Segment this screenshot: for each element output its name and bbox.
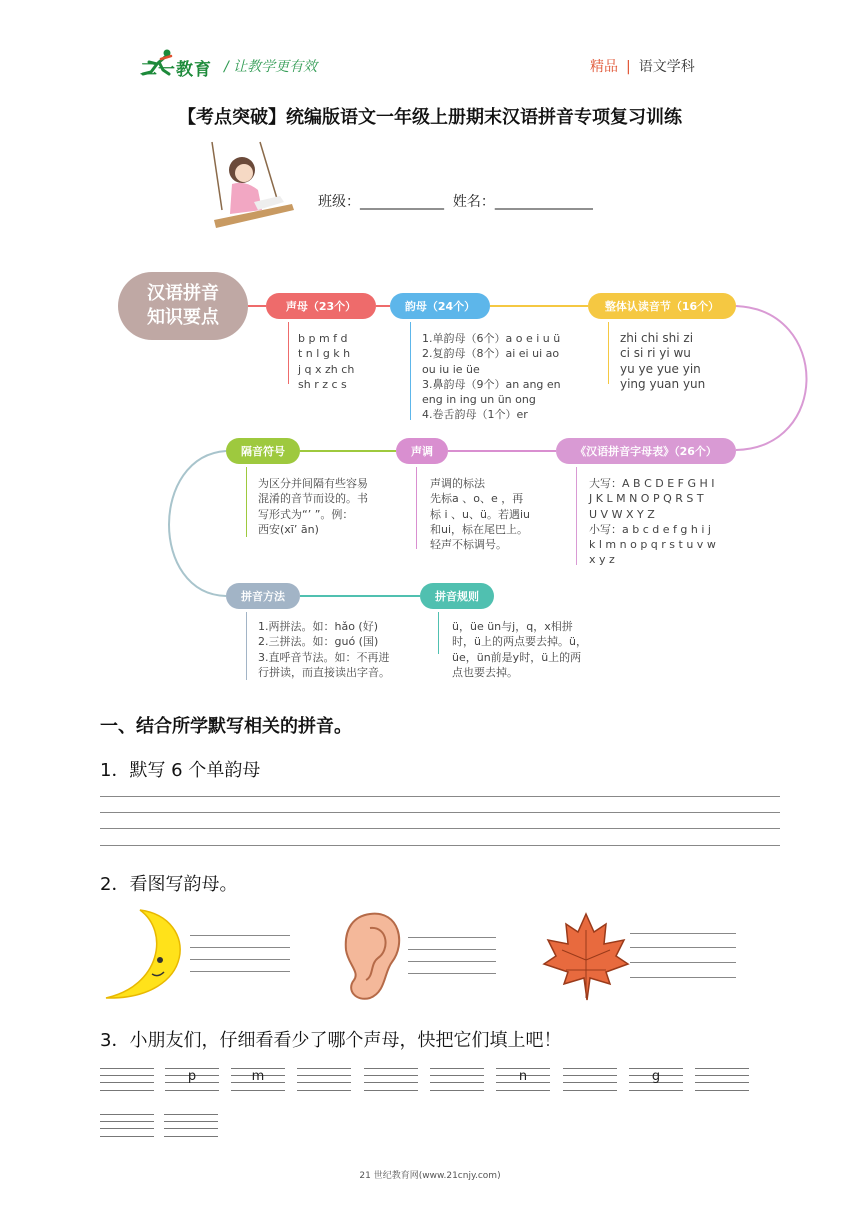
pinyin-blank[interactable] xyxy=(695,1068,749,1090)
writing-line xyxy=(630,947,736,948)
pinyin-blank[interactable] xyxy=(563,1068,617,1090)
geyin-bracket xyxy=(246,467,247,537)
blank-letter: p xyxy=(187,1069,197,1084)
pinyin-blank[interactable] xyxy=(364,1068,418,1090)
guize-bracket xyxy=(438,612,439,654)
pinyin-blank[interactable] xyxy=(496,1068,550,1090)
writing-line xyxy=(408,937,496,938)
node-shengmu: 声母（23个） xyxy=(266,293,376,319)
zhengti-text: zhi chi shi zi ci si ri yi wu yu ye yue yin ying yuan yun xyxy=(620,331,706,391)
blank-letter: m xyxy=(251,1069,265,1084)
shengdiao-bracket xyxy=(416,467,417,549)
pinyin-blank[interactable] xyxy=(231,1068,285,1090)
blank-letter: n xyxy=(518,1069,528,1084)
shengmu-bracket xyxy=(288,322,289,384)
pinyin-blank[interactable] xyxy=(164,1114,218,1136)
blank-letter: g xyxy=(651,1069,661,1084)
section-heading: 一、结合所学默写相关的拼音。 xyxy=(100,716,352,737)
center-line-2: 知识要点 xyxy=(147,307,219,328)
yunmu-text: 1.单韵母（6个）a o e i u ü 2.复韵母（8个）ai ei ui ao ou iu ie üe 3.鼻韵母（9个）an ang en eng in ing un ün ong 4.卷舌韵母（1个）er xyxy=(422,332,561,422)
document-title: 【考点突破】统编版语文一年级上册期末汉语拼音专项复习训练 xyxy=(178,107,682,128)
pinyin-blank[interactable] xyxy=(430,1068,484,1090)
zimubiao-bracket xyxy=(576,467,577,565)
geyin-text: 为区分并间隔有些容易 混淆的音节而设的。书 写形式为“’ ”。例： 西安(xī’ ān) xyxy=(258,477,368,536)
writing-line xyxy=(190,959,290,960)
pinyin-blank[interactable] xyxy=(629,1068,683,1090)
mindmap-center-node xyxy=(118,272,248,340)
footer: 21 世纪教育网(www.21cnjy.com) xyxy=(359,1171,501,1181)
writing-line xyxy=(100,845,780,846)
yunmu-bracket xyxy=(410,322,411,420)
question-2: 2．看图写韵母。 xyxy=(100,874,238,895)
node-guize: 拼音规则 xyxy=(420,583,494,609)
writing-line xyxy=(630,977,736,978)
writing-line xyxy=(190,947,290,948)
writing-line xyxy=(100,796,780,797)
node-fangfa: 拼音方法 xyxy=(226,583,300,609)
slogan: / 让教学更有效 xyxy=(224,59,318,75)
pinyin-blank[interactable] xyxy=(165,1068,219,1090)
node-shengdiao: 声调 xyxy=(396,438,448,464)
pinyin-blank[interactable] xyxy=(100,1068,154,1090)
node-geyin: 隔音符号 xyxy=(226,438,300,464)
quality-label: 精品 xyxy=(590,59,618,75)
ear-icon xyxy=(340,910,406,1002)
writing-line xyxy=(100,828,780,829)
student-info: 班级：____________ 姓名：______________ xyxy=(318,194,593,210)
maple-leaf-icon xyxy=(540,910,632,1002)
node-zimubiao: 《汉语拼音字母表》（26个） xyxy=(556,438,736,464)
zimubiao-text: 大写：A B C D E F G H I J K L M N O P Q R S T U V W X Y Z 小写：a b c d e f g h i j k l m n o p q r s t u v w x y z xyxy=(589,477,716,567)
pinyin-blank[interactable] xyxy=(100,1114,154,1136)
writing-line xyxy=(190,971,290,972)
writing-line xyxy=(408,973,496,974)
writing-line xyxy=(630,962,736,963)
question-1: 1．默写 6 个单韵母 xyxy=(100,760,261,781)
header-separator: | xyxy=(626,59,631,75)
node-yunmu: 韵母（24个） xyxy=(390,293,490,319)
fangfa-text: 1.两拼法。如：hǎo (好) 2.三拼法。如：guó (国) 3.直呼音节法。如：不再进 行拼读，而直接读出字音。 xyxy=(258,620,390,679)
writing-line xyxy=(408,961,496,962)
center-line-1: 汉语拼音 xyxy=(147,283,219,304)
moon-icon xyxy=(100,908,190,1004)
node-zhengti: 整体认读音节（16个） xyxy=(588,293,736,319)
writing-line xyxy=(100,812,780,813)
question-3: 3．小朋友们，仔细看看少了哪个声母，快把它们填上吧！ xyxy=(100,1030,562,1051)
logo-text: 二一教育 xyxy=(140,60,212,80)
shengdiao-text: 声调的标法 先标a 、o、e ，再 标 i 、u、ü。若遇iu 和ui，标在尾巴上。 轻声不标调号。 xyxy=(430,477,531,552)
subject-label: 语文学科 xyxy=(638,59,695,75)
pinyin-blank[interactable] xyxy=(297,1068,351,1090)
fangfa-bracket xyxy=(246,612,247,680)
zhengti-bracket xyxy=(608,322,609,384)
writing-line xyxy=(630,933,736,934)
writing-line xyxy=(408,949,496,950)
shengmu-text: b p m f d t n l g k h j q x zh ch sh r z c s xyxy=(298,332,355,391)
writing-line xyxy=(190,935,290,936)
guize-text: ü，üe ün与j，q，x相拼 时，ü上的两点要去掉。ü， üe，ün前是y时，ü上的两 点也要去掉。 xyxy=(452,620,587,679)
